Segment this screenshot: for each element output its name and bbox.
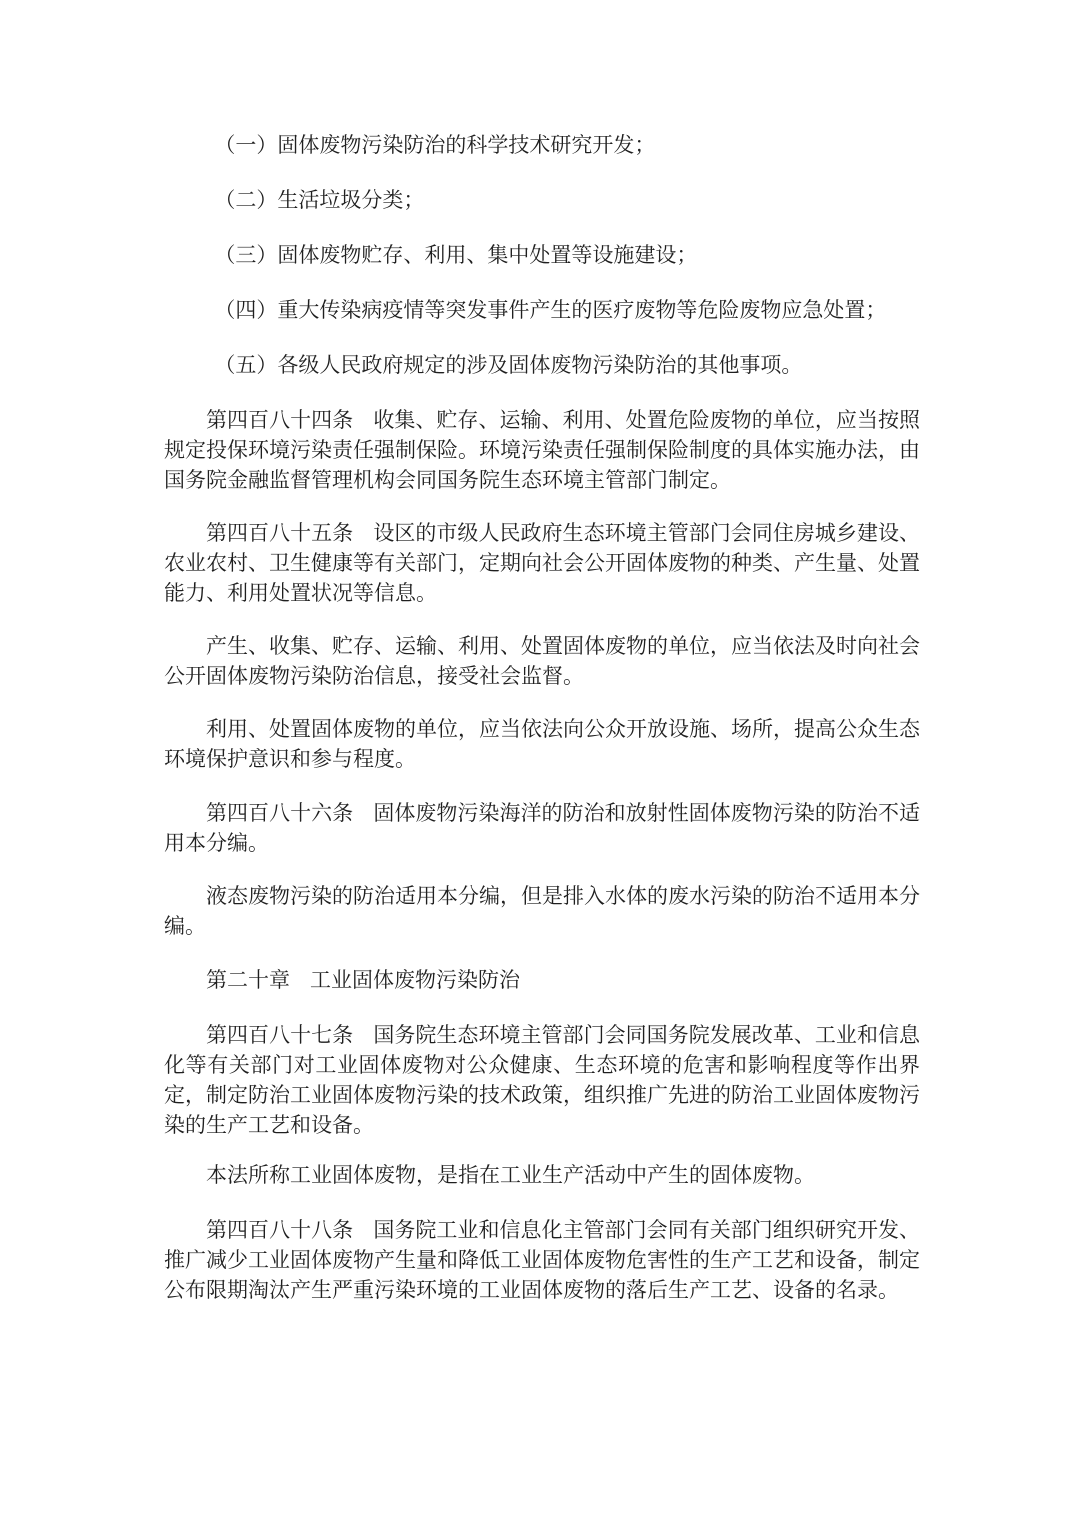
article-486 — [164, 798, 920, 858]
list-item: （二）生活垃圾分类； — [214, 188, 425, 212]
article-label: 第四百八十五条 — [206, 521, 354, 545]
article-484 — [164, 405, 920, 495]
article-485 — [164, 518, 920, 608]
article-text: 设区的市级人民政府生态环境主管部门会同住房城乡建设、农业农村、卫生健康等有关部门，定期向社会公开固体废物的种类、产生量、处置能力、利用处置状况等信息。 — [164, 521, 921, 605]
article-label: 第四百八十六条 — [206, 801, 354, 825]
article-label: 第四百八十四条 — [206, 408, 354, 432]
paragraph: 产生、收集、贮存、运输、利用、处置固体废物的单位，应当依法及时向社会公开固体废物污染防治信息，接受社会监督。 — [164, 634, 920, 688]
article-label: 第四百八十七条 — [206, 1023, 354, 1047]
article-label: 第四百八十八条 — [206, 1218, 354, 1242]
article-text: 国务院工业和信息化主管部门会同有关部门组织研究开发、推广减少工业固体废物产生量和降低工业固体废物危害性的生产工艺和设备，制定公布限期淘汰产生严重污染环境的工业固体废物的落后生产工艺、设备的名录。 — [164, 1218, 921, 1302]
article-488 — [164, 1215, 920, 1305]
chapter-label: 第二十章 — [206, 968, 290, 992]
paragraph: 液态废物污染的防治适用本分编，但是排入水体的废水污染的防治不适用本分编。 — [164, 884, 920, 938]
chapter-heading — [164, 965, 920, 995]
list-item: （四）重大传染病疫情等突发事件产生的医疗废物等危险废物应急处置； — [214, 298, 887, 322]
list-item: （五）各级人民政府规定的涉及固体废物污染防治的其他事项。 — [214, 353, 803, 377]
article-text: 收集、贮存、运输、利用、处置危险废物的单位，应当按照规定投保环境污染责任强制保险。环境污染责任强制保险制度的具体实施办法，由国务院金融监督管理机构会同国务院生态环境主管部门制定。 — [164, 408, 921, 492]
list-item: （三）固体废物贮存、利用、集中处置等设施建设； — [214, 243, 698, 267]
chapter-title: 工业固体废物污染防治 — [310, 968, 521, 992]
list-item: （一）固体废物污染防治的科学技术研究开发； — [214, 133, 656, 157]
article-text: 国务院生态环境主管部门会同国务院发展改革、工业和信息化等有关部门对工业固体废物对公众健康、生态环境的危害和影响程度等作出界定，制定防治工业固体废物污染的技术政策，组织推广先进的防治工业固体废物污染的生产工艺和设备。 — [164, 1023, 921, 1137]
paragraph: 利用、处置固体废物的单位，应当依法向公众开放设施、场所，提高公众生态环境保护意识和参与程度。 — [164, 717, 920, 771]
article-text: 固体废物污染海洋的防治和放射性固体废物污染的防治不适用本分编。 — [164, 801, 921, 855]
paragraph: 本法所称工业固体废物，是指在工业生产活动中产生的固体废物。 — [206, 1163, 815, 1187]
article-487 — [164, 1020, 920, 1140]
